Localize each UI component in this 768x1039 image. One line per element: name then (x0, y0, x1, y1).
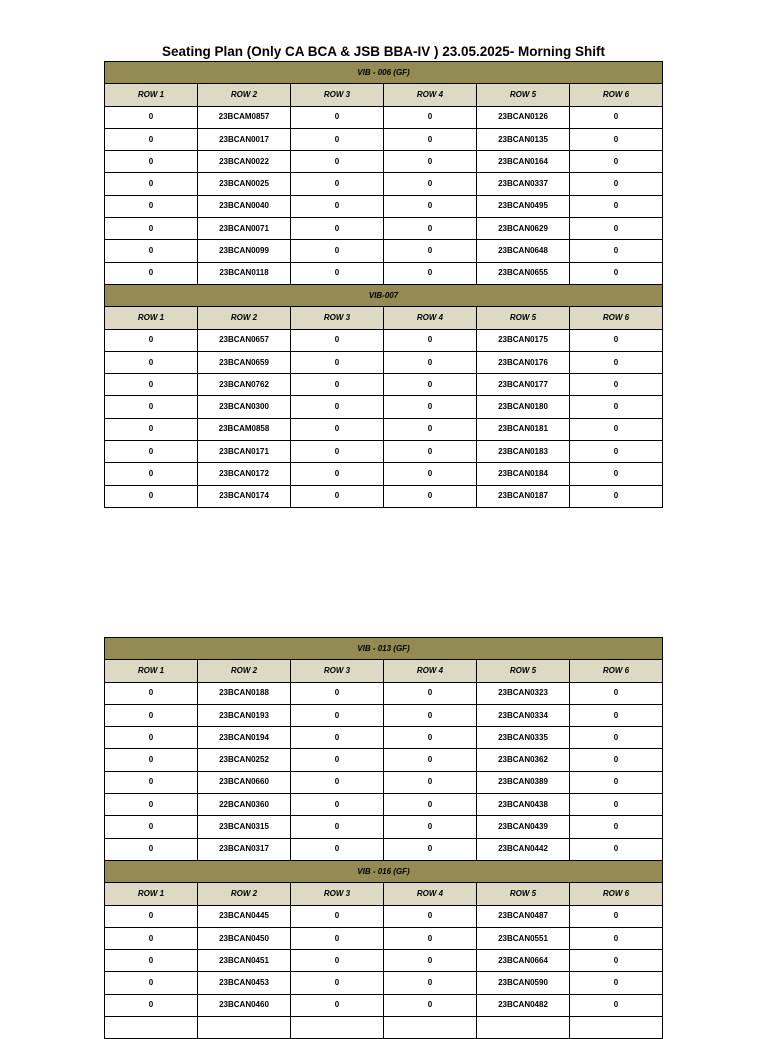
seat-cell: 23BCAN0194 (198, 727, 291, 749)
seat-cell: 0 (570, 682, 663, 704)
seat-cell: 0 (105, 749, 198, 771)
seat-cell: 0 (570, 905, 663, 927)
seat-cell: 23BCAN0657 (198, 329, 291, 351)
seat-cell: 0 (570, 441, 663, 463)
column-header: ROW 4 (384, 307, 477, 329)
seat-cell: 0 (570, 262, 663, 284)
seat-cell: 23BCAM0857 (198, 106, 291, 128)
seat-cell: 23BCAN0126 (477, 106, 570, 128)
seat-cell: 23BCAM0858 (198, 418, 291, 440)
seat-cell: 23BCAN0099 (198, 240, 291, 262)
seat-cell: 23BCAN0176 (477, 351, 570, 373)
seat-cell: 0 (291, 441, 384, 463)
seat-cell: 0 (570, 351, 663, 373)
seat-cell: 0 (570, 329, 663, 351)
seat-cell: 0 (291, 838, 384, 860)
seat-cell: 0 (570, 485, 663, 507)
seat-cell: 0 (291, 816, 384, 838)
seat-cell (384, 1017, 477, 1039)
seat-cell: 23BCAN0337 (477, 173, 570, 195)
column-header: ROW 5 (477, 660, 570, 682)
table-row (105, 418, 663, 440)
column-header: ROW 2 (198, 883, 291, 905)
seat-cell: 23BCAN0660 (198, 771, 291, 793)
seat-cell: 0 (291, 262, 384, 284)
seat-cell: 23BCAN0335 (477, 727, 570, 749)
seat-cell: 0 (105, 173, 198, 195)
table-row (105, 816, 663, 838)
seat-cell: 0 (105, 151, 198, 173)
column-header: ROW 3 (291, 660, 384, 682)
seat-cell: 23BCAN0551 (477, 927, 570, 949)
column-header-row (105, 660, 663, 682)
seat-cell: 0 (291, 218, 384, 240)
seat-cell: 0 (291, 151, 384, 173)
seat-cell: 0 (291, 727, 384, 749)
table-row (105, 727, 663, 749)
seat-cell: 23BCAN0317 (198, 838, 291, 860)
seat-cell: 23BCAN0590 (477, 972, 570, 994)
seat-cell: 0 (105, 262, 198, 284)
room-name: VIB - 006 (GF) (105, 62, 663, 84)
room-header-row (105, 62, 663, 84)
table-row (105, 351, 663, 373)
seat-cell: 0 (384, 927, 477, 949)
seat-cell: 0 (105, 396, 198, 418)
column-header-row (105, 307, 663, 329)
seat-cell: 0 (384, 682, 477, 704)
seat-cell: 23BCAN0300 (198, 396, 291, 418)
seat-cell: 0 (291, 351, 384, 373)
seat-cell: 0 (105, 682, 198, 704)
seat-cell: 0 (105, 195, 198, 217)
column-header: ROW 3 (291, 307, 384, 329)
column-header: ROW 1 (105, 84, 198, 106)
seat-cell: 0 (291, 396, 384, 418)
column-header: ROW 6 (570, 307, 663, 329)
column-header: ROW 1 (105, 660, 198, 682)
seat-cell: 23BCAN0183 (477, 441, 570, 463)
table-row (105, 771, 663, 793)
seat-cell (291, 1017, 384, 1039)
seat-cell: 0 (384, 727, 477, 749)
seat-cell: 0 (105, 106, 198, 128)
seat-cell: 0 (384, 485, 477, 507)
seat-cell: 0 (384, 794, 477, 816)
table-row (105, 485, 663, 507)
seat-cell: 0 (105, 485, 198, 507)
seat-cell: 23BCAN0184 (477, 463, 570, 485)
seat-cell: 0 (105, 972, 198, 994)
seat-cell: 23BCAN0180 (477, 396, 570, 418)
seat-cell: 0 (291, 463, 384, 485)
seat-cell: 23BCAN0172 (198, 463, 291, 485)
table-row (105, 1017, 663, 1039)
seat-cell: 23BCAN0177 (477, 374, 570, 396)
column-header: ROW 6 (570, 84, 663, 106)
seat-cell: 0 (105, 418, 198, 440)
seat-cell: 0 (105, 816, 198, 838)
seat-cell: 0 (291, 704, 384, 726)
table-row (105, 329, 663, 351)
seat-cell: 0 (105, 771, 198, 793)
seat-cell: 0 (384, 994, 477, 1016)
seat-cell: 23BCAN0181 (477, 418, 570, 440)
column-header: ROW 1 (105, 883, 198, 905)
seat-cell: 0 (105, 927, 198, 949)
seat-cell: 0 (291, 905, 384, 927)
seat-cell: 0 (570, 173, 663, 195)
seat-cell: 0 (570, 218, 663, 240)
seat-cell: 23BCAN0071 (198, 218, 291, 240)
seat-cell: 23BCAN0188 (198, 682, 291, 704)
seat-cell: 23BCAN0135 (477, 128, 570, 150)
page-title: Seating Plan (Only CA BCA & JSB BBA-IV ) 23.05.2025- Morning Shift (161, 44, 606, 59)
seat-cell: 0 (105, 374, 198, 396)
seat-cell: 0 (570, 838, 663, 860)
seat-cell: 23BCAN0664 (477, 950, 570, 972)
seat-cell: 0 (384, 771, 477, 793)
seat-cell: 23BCAN0315 (198, 816, 291, 838)
seat-cell: 23BCAN0252 (198, 749, 291, 771)
seat-cell: 23BCAN0442 (477, 838, 570, 860)
seat-cell: 0 (570, 463, 663, 485)
seat-cell: 0 (291, 950, 384, 972)
seat-cell: 23BCAN0118 (198, 262, 291, 284)
seat-cell: 23BCAN0025 (198, 173, 291, 195)
seat-cell: 23BCAN0193 (198, 704, 291, 726)
seat-cell: 0 (570, 771, 663, 793)
seat-cell: 0 (384, 351, 477, 373)
seat-cell: 23BCAN0487 (477, 905, 570, 927)
seat-cell: 23BCAN0445 (198, 905, 291, 927)
seat-cell: 0 (291, 329, 384, 351)
seat-cell: 0 (570, 418, 663, 440)
seat-cell: 0 (384, 329, 477, 351)
table-row (105, 794, 663, 816)
seat-cell: 23BCAN0659 (198, 351, 291, 373)
seat-cell: 0 (291, 749, 384, 771)
seat-cell: 0 (105, 794, 198, 816)
seat-cell: 0 (291, 106, 384, 128)
seat-cell: 0 (570, 816, 663, 838)
seat-cell: 0 (291, 794, 384, 816)
column-header: ROW 3 (291, 883, 384, 905)
table-row (105, 994, 663, 1016)
seat-cell: 0 (384, 128, 477, 150)
seat-cell: 0 (570, 396, 663, 418)
room-name: VIB-007 (105, 284, 663, 306)
seat-cell: 0 (384, 972, 477, 994)
seat-cell: 0 (384, 396, 477, 418)
table-row (105, 682, 663, 704)
room-header-row (105, 284, 663, 306)
column-header: ROW 2 (198, 84, 291, 106)
seat-cell: 0 (384, 838, 477, 860)
seat-cell: 23BCAN0762 (198, 374, 291, 396)
seat-cell: 0 (384, 173, 477, 195)
seat-cell: 23BCAN0040 (198, 195, 291, 217)
seat-cell: 0 (291, 173, 384, 195)
seat-cell: 0 (570, 374, 663, 396)
seat-cell: 0 (291, 418, 384, 440)
seat-cell: 0 (570, 794, 663, 816)
seat-cell: 0 (291, 927, 384, 949)
seat-cell: 23BCAN0389 (477, 771, 570, 793)
seat-cell: 23BCAN0453 (198, 972, 291, 994)
table-row (105, 173, 663, 195)
room-header-row (105, 638, 663, 660)
seat-cell: 0 (105, 463, 198, 485)
seat-cell: 0 (291, 682, 384, 704)
seat-cell: 0 (570, 151, 663, 173)
column-header: ROW 3 (291, 84, 384, 106)
column-header-row (105, 84, 663, 106)
seat-cell: 0 (105, 905, 198, 927)
seat-cell: 23BCAN0323 (477, 682, 570, 704)
table-row (105, 950, 663, 972)
room-header-row (105, 860, 663, 882)
seat-cell: 0 (105, 240, 198, 262)
seat-cell: 23BCAN0017 (198, 128, 291, 150)
seat-cell: 0 (291, 771, 384, 793)
table-row (105, 927, 663, 949)
table-row (105, 704, 663, 726)
seat-cell: 0 (105, 950, 198, 972)
column-header: ROW 1 (105, 307, 198, 329)
seat-cell: 0 (105, 727, 198, 749)
seating-block-2 (104, 637, 663, 1039)
seat-cell: 0 (384, 704, 477, 726)
seat-cell: 0 (384, 463, 477, 485)
room-name: VIB - 013 (GF) (105, 638, 663, 660)
table-row (105, 463, 663, 485)
seat-cell: 0 (570, 128, 663, 150)
seat-cell: 22BCAN0360 (198, 794, 291, 816)
seat-cell: 23BCAN0439 (477, 816, 570, 838)
seat-cell: 0 (105, 329, 198, 351)
seat-cell: 0 (570, 927, 663, 949)
column-header: ROW 2 (198, 307, 291, 329)
seat-cell: 0 (105, 704, 198, 726)
table-row (105, 972, 663, 994)
column-header: ROW 5 (477, 307, 570, 329)
seat-cell: 23BCAN0450 (198, 927, 291, 949)
seat-cell: 23BCAN0187 (477, 485, 570, 507)
seat-cell: 0 (384, 374, 477, 396)
table-row (105, 374, 663, 396)
table-row (105, 151, 663, 173)
table-row (105, 195, 663, 217)
seat-cell: 0 (570, 106, 663, 128)
seat-cell: 0 (384, 950, 477, 972)
seat-cell: 23BCAN0362 (477, 749, 570, 771)
seat-cell: 0 (570, 195, 663, 217)
seat-cell (477, 1017, 570, 1039)
seat-cell: 0 (384, 816, 477, 838)
seat-cell: 23BCAN0334 (477, 704, 570, 726)
seat-cell: 0 (384, 905, 477, 927)
table-row (105, 396, 663, 418)
seating-table (104, 61, 663, 508)
seat-cell: 0 (384, 195, 477, 217)
table-row (105, 441, 663, 463)
seat-cell: 0 (570, 972, 663, 994)
seat-cell: 0 (291, 485, 384, 507)
seat-cell: 0 (570, 950, 663, 972)
seat-cell: 23BCAN0175 (477, 329, 570, 351)
seat-cell: 0 (291, 240, 384, 262)
seat-cell: 0 (105, 441, 198, 463)
seat-cell: 0 (291, 128, 384, 150)
column-header: ROW 6 (570, 883, 663, 905)
column-header: ROW 6 (570, 660, 663, 682)
seat-cell: 0 (105, 128, 198, 150)
table-row (105, 218, 663, 240)
seating-table (104, 637, 663, 1039)
seat-cell: 23BCAN0629 (477, 218, 570, 240)
seat-cell: 23BCAN0022 (198, 151, 291, 173)
table-row (105, 262, 663, 284)
seat-cell: 0 (384, 218, 477, 240)
seat-cell: 0 (291, 972, 384, 994)
seat-cell: 0 (105, 994, 198, 1016)
column-header: ROW 2 (198, 660, 291, 682)
seat-cell: 0 (105, 218, 198, 240)
seat-cell: 0 (384, 151, 477, 173)
table-row (105, 749, 663, 771)
seat-cell: 0 (570, 994, 663, 1016)
room-name: VIB - 016 (GF) (105, 860, 663, 882)
seat-cell: 23BCAN0648 (477, 240, 570, 262)
table-row (105, 905, 663, 927)
table-row (105, 240, 663, 262)
seat-cell: 0 (384, 106, 477, 128)
seat-cell: 23BCAN0482 (477, 994, 570, 1016)
seat-cell: 0 (384, 749, 477, 771)
seat-cell (105, 1017, 198, 1039)
seat-cell: 23BCAN0171 (198, 441, 291, 463)
seat-cell: 23BCAN0174 (198, 485, 291, 507)
seat-cell (198, 1017, 291, 1039)
column-header: ROW 4 (384, 883, 477, 905)
seat-cell: 0 (570, 749, 663, 771)
seat-cell: 0 (105, 838, 198, 860)
seat-cell (570, 1017, 663, 1039)
column-header: ROW 5 (477, 84, 570, 106)
table-row (105, 838, 663, 860)
seat-cell: 0 (570, 727, 663, 749)
seat-cell: 0 (384, 441, 477, 463)
column-header: ROW 4 (384, 660, 477, 682)
seat-cell: 23BCAN0438 (477, 794, 570, 816)
seat-cell: 23BCAN0451 (198, 950, 291, 972)
column-header: ROW 4 (384, 84, 477, 106)
column-header: ROW 5 (477, 883, 570, 905)
seat-cell: 0 (105, 351, 198, 373)
seat-cell: 23BCAN0460 (198, 994, 291, 1016)
seat-cell: 0 (291, 374, 384, 396)
seat-cell: 0 (291, 195, 384, 217)
table-row (105, 128, 663, 150)
seating-block-1 (104, 61, 663, 508)
seat-cell: 23BCAN0495 (477, 195, 570, 217)
column-header-row (105, 883, 663, 905)
seat-cell: 0 (384, 262, 477, 284)
seat-cell: 0 (570, 240, 663, 262)
seat-cell: 0 (384, 418, 477, 440)
seat-cell: 0 (384, 240, 477, 262)
seat-cell: 0 (570, 704, 663, 726)
table-row (105, 106, 663, 128)
seat-cell: 0 (291, 994, 384, 1016)
seat-cell: 23BCAN0164 (477, 151, 570, 173)
seat-cell: 23BCAN0655 (477, 262, 570, 284)
